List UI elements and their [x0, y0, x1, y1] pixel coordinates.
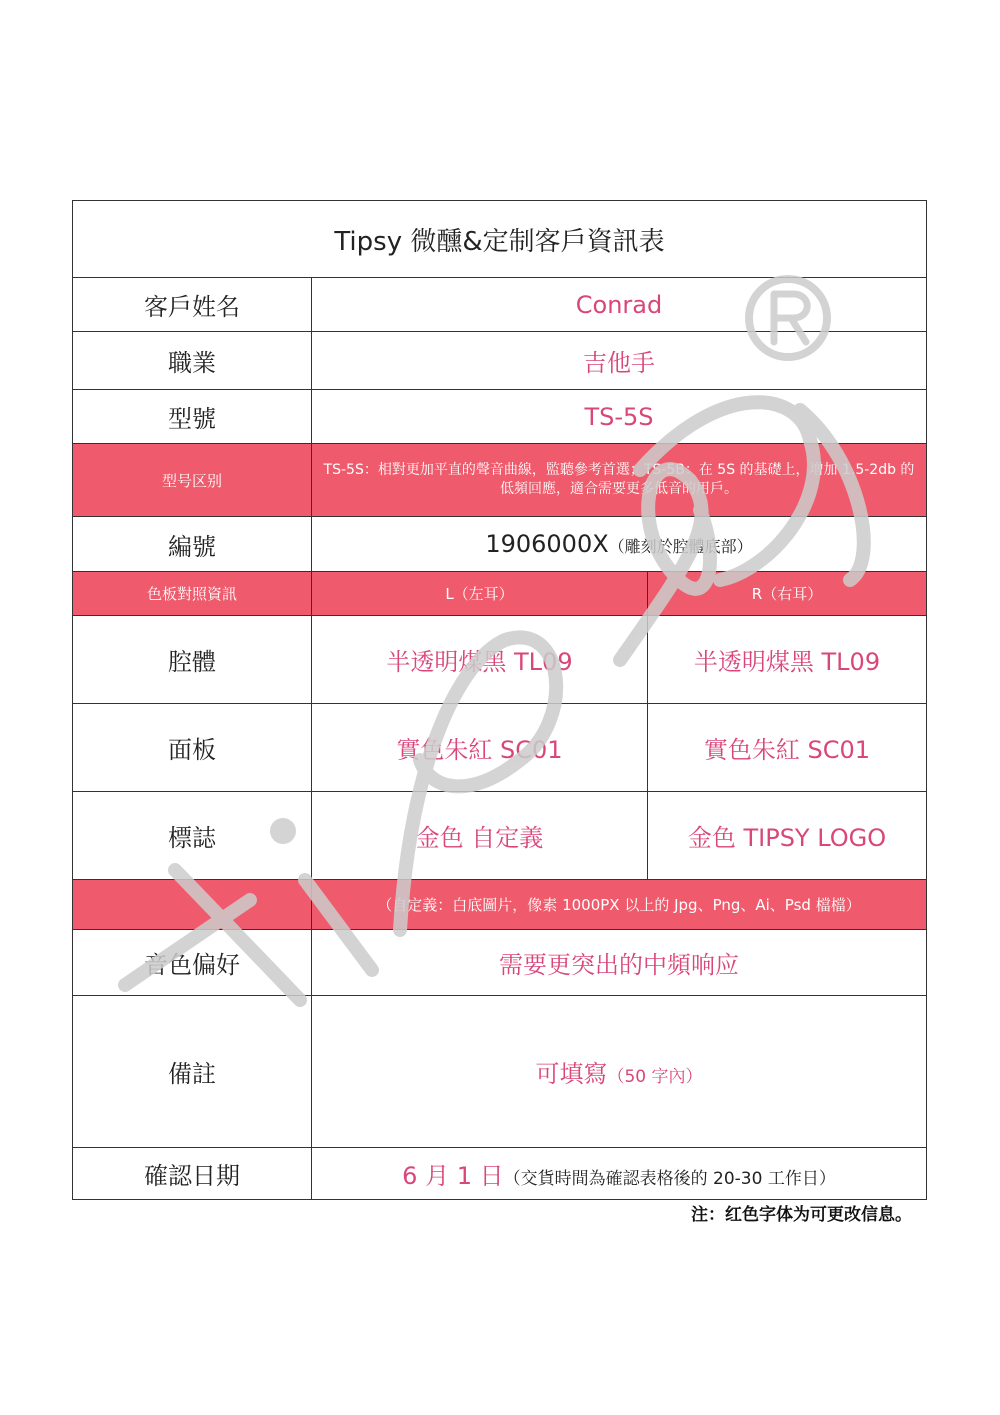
value-logo-right: 金色 TIPSY LOGO [648, 792, 927, 880]
row-shell [73, 616, 927, 704]
label-occupation: 職業 [73, 332, 312, 390]
value-occupation: 吉他手 [312, 332, 927, 390]
value-tone: 需要更突出的中頻响应 [312, 930, 927, 996]
title-row [73, 201, 927, 278]
value-customer-name: Conrad [312, 278, 927, 332]
footnote: 注：红色字体为可更改信息。 [691, 1205, 912, 1225]
note-confirm-date: （交貨時間為確認表格後的 20-30 工作日） [503, 1169, 836, 1189]
note-remarks: （50 字內） [607, 1067, 703, 1087]
row-occupation [73, 332, 927, 390]
header-left-ear: L（左耳） [312, 572, 648, 616]
label-shell: 腔體 [73, 616, 312, 704]
note-serial: （雕刻於腔體底部） [608, 537, 753, 556]
row-color-header [73, 572, 927, 616]
value-logo-left: 金色 自定義 [312, 792, 648, 880]
row-customer-name [73, 278, 927, 332]
label-model: 型號 [73, 390, 312, 444]
row-tone [73, 930, 927, 996]
row-model [73, 390, 927, 444]
label-tone: 音色偏好 [73, 930, 312, 996]
value-confirm-date: 6 月 1 日 [402, 1162, 504, 1190]
label-faceplate: 面板 [73, 704, 312, 792]
value-serial: 1906000X [485, 530, 609, 558]
customer-info-form [72, 200, 927, 1200]
label-confirm-date: 確認日期 [73, 1148, 312, 1200]
value-remarks-cell [312, 996, 927, 1148]
row-faceplate [73, 704, 927, 792]
row-confirm-date [73, 1148, 927, 1200]
row-logo [73, 792, 927, 880]
text-model-diff: TS-5S：相對更加平直的聲音曲線，監聽參考首選；TS-5B：在 5S 的基礎上，增加 1.5-2db 的低頻回應，適合需要更多低音的用戶。 [312, 444, 927, 517]
value-shell-right: 半透明煤黑 TL09 [648, 616, 927, 704]
label-color-header: 色板對照資訊 [73, 572, 312, 616]
header-right-ear: R（右耳） [648, 572, 927, 616]
row-custom-note [73, 880, 927, 930]
text-custom-note: （自定義：白底圖片，像素 1000PX 以上的 Jpg、Png、Ai、Psd 檔檔） [312, 880, 927, 930]
row-remarks [73, 996, 927, 1148]
row-model-diff [73, 444, 927, 517]
label-remarks: 備註 [73, 996, 312, 1148]
custom-note-blank [73, 880, 312, 930]
row-serial [73, 517, 927, 572]
value-remarks: 可填寫 [535, 1060, 608, 1088]
form-title: Tipsy 微醺&定制客戶資訊表 [73, 201, 927, 278]
value-serial-cell [312, 517, 927, 572]
label-logo: 標誌 [73, 792, 312, 880]
value-confirm-date-cell [312, 1148, 927, 1200]
label-serial: 編號 [73, 517, 312, 572]
value-shell-left: 半透明煤黑 TL09 [312, 616, 648, 704]
value-faceplate-left: 實色朱紅 SC01 [312, 704, 648, 792]
label-customer-name: 客戶姓名 [73, 278, 312, 332]
value-model: TS-5S [312, 390, 927, 444]
value-faceplate-right: 實色朱紅 SC01 [648, 704, 927, 792]
label-model-diff: 型号区别 [73, 444, 312, 517]
